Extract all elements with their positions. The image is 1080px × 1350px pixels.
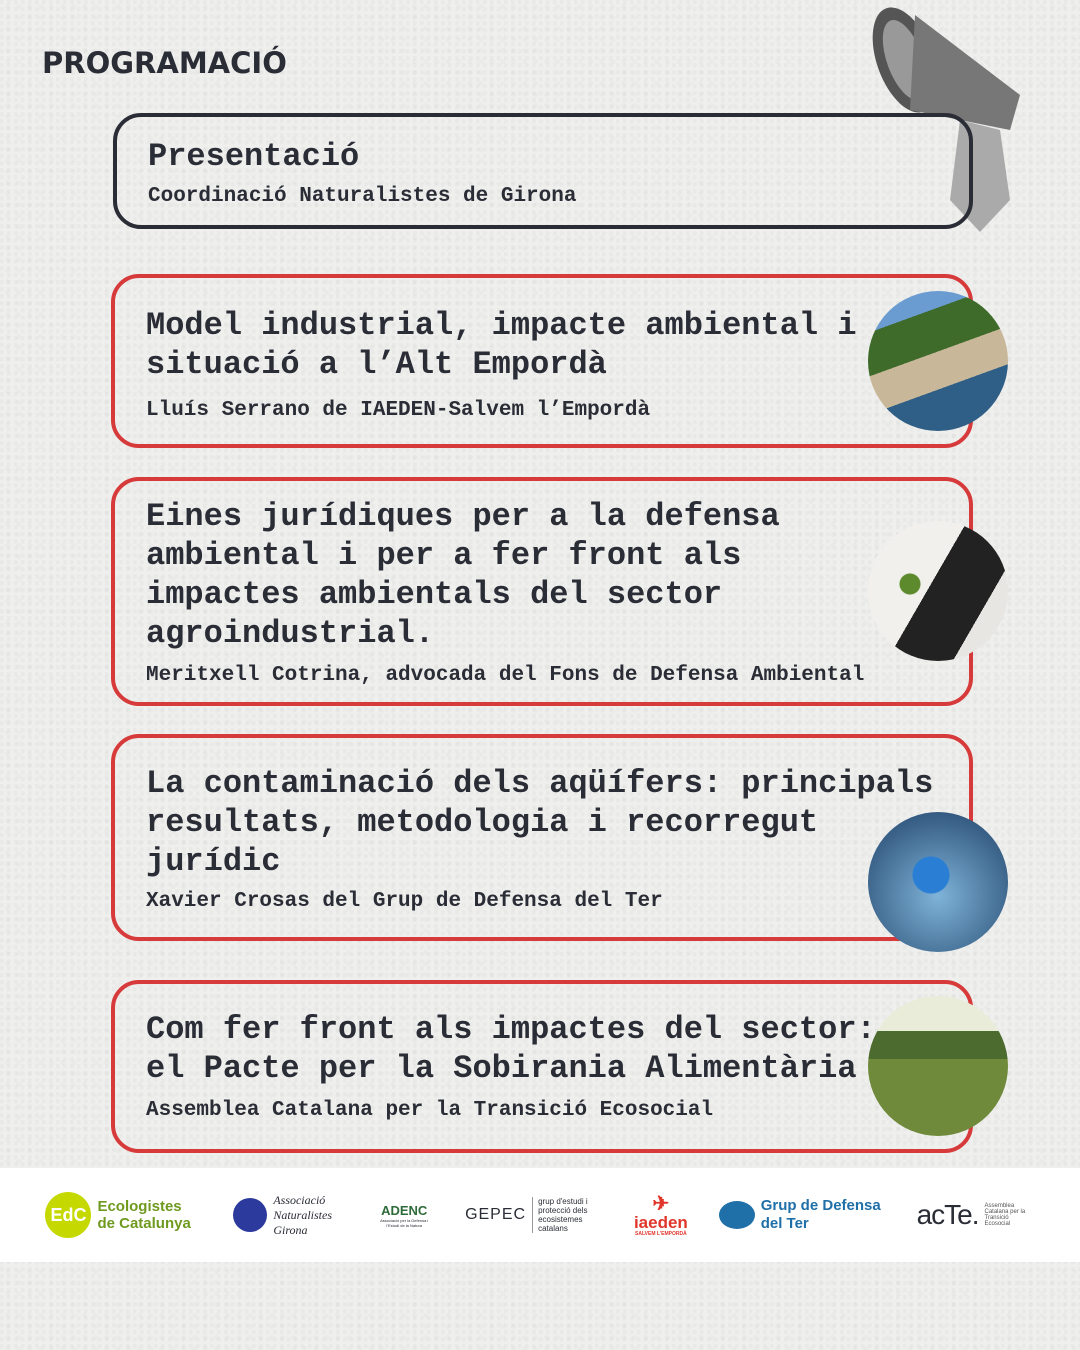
edc-mark: EdC: [45, 1192, 91, 1238]
logo-name: Assemblea Catalana per la Transició Ecosocial: [984, 1203, 1026, 1227]
logo-iaeden: [634, 1194, 688, 1237]
session-title: Model industrial, impacte ambiental i situació a l’Alt Empordà: [146, 307, 857, 383]
crane-icon: ✈: [652, 1192, 670, 1215]
page-title: PROGRAMACIÓ: [42, 46, 287, 80]
session-card-1: [113, 113, 973, 229]
fish-icon: [719, 1201, 755, 1229]
session-title: La contaminació dels aqüífers: principals resultats, metodologia i recorregut jurídic: [146, 765, 934, 880]
coast-photo: [868, 291, 1008, 431]
session-title: Com fer front als impactes del sector: el Pacte per la Sobirania Alimentària: [146, 1011, 876, 1087]
logo-name: Ecologistes de Catalunya: [97, 1198, 191, 1232]
session-card-5: [111, 980, 973, 1153]
logo-name: ADENC: [381, 1202, 428, 1218]
session-card-4: [111, 734, 973, 941]
logo-name: iaeden: [633, 1212, 688, 1232]
session-title: Eines jurídiques per a la defensa ambiental i per a fer front als impactes ambientals del sector agroindustrial.: [146, 498, 780, 652]
session-speaker: Assemblea Catalana per la Transició Ecosocial: [146, 1099, 714, 1122]
logo-sub: SALVEM L'EMPORDÀ: [635, 1230, 687, 1237]
session-speaker: Coordinació Naturalistes de Girona: [148, 185, 577, 208]
gepec-mark: GEPEC: [465, 1206, 527, 1223]
session-speaker: Lluís Serrano de IAEDEN-Salvem l’Empordà: [146, 399, 651, 422]
logo-grup-defensa-ter: [719, 1197, 886, 1233]
logo-naturalistes: [233, 1193, 343, 1238]
logo-gepec: [465, 1197, 603, 1233]
logo-name: Associació Naturalistes Girona: [273, 1192, 332, 1237]
session-speaker: Meritxell Cotrina, advocada del Fons de Defensa Ambiental: [146, 664, 865, 687]
globe-icon: [233, 1198, 267, 1232]
logo-sub: Associació per la Defensa i l'Estudi de la Natura: [380, 1217, 429, 1228]
logo-ecologistes: [45, 1192, 202, 1238]
cows-photo: [868, 996, 1008, 1136]
logo-name: grup d'estudi i protecció dels ecosistemes catalans: [532, 1197, 603, 1233]
water-sample-photo: [868, 812, 1008, 952]
partner-logos: [0, 1168, 1080, 1262]
logo-adenc: [374, 1203, 434, 1228]
logo-name: Grup de Defensa del Ter: [760, 1197, 881, 1232]
logo-acte: [917, 1199, 1035, 1231]
acte-mark: acTe.: [916, 1199, 979, 1230]
session-card-3: [111, 477, 973, 706]
session-card-2: [111, 274, 973, 448]
session-speaker: Xavier Crosas del Grup de Defensa del Ter: [146, 890, 663, 913]
session-title: Presentació: [148, 138, 360, 175]
gavel-photo: [868, 521, 1008, 661]
